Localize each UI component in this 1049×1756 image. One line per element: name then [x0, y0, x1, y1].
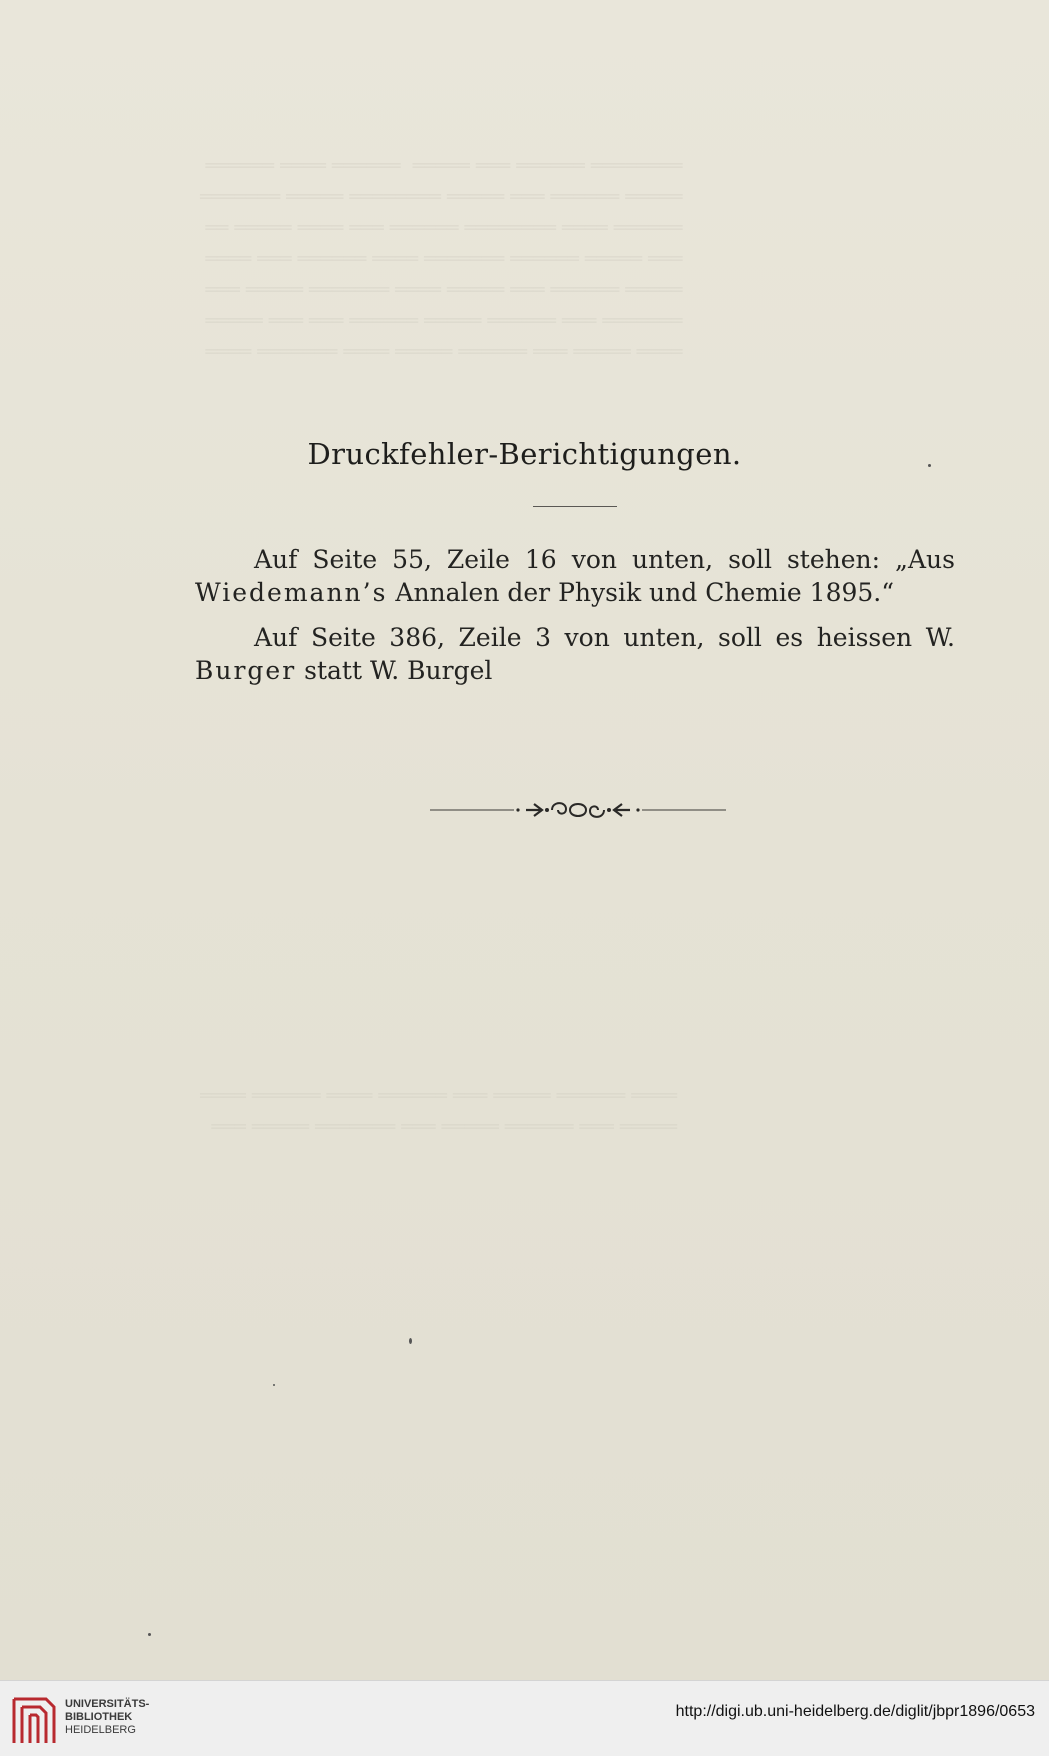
correction-paragraph-2 — [195, 621, 955, 687]
source-url-link[interactable]: http://digi.ub.uni-heidelberg.de/diglit/jbpr1896/0653 — [675, 1703, 1035, 1720]
title-divider — [533, 506, 617, 507]
paper-speck — [273, 1384, 275, 1386]
paragraph-text: Auf Seite 386, Zeile 3 von unten, soll es heissen W. — [254, 623, 955, 652]
paragraph-text-rest: statt W. Burgel — [296, 656, 493, 685]
library-footer — [0, 1680, 1049, 1756]
spaced-name: Burger — [195, 656, 297, 685]
logo-line-3: HEIDELBERG — [65, 1724, 136, 1736]
paper-speck — [148, 1633, 151, 1636]
logo-line-1: UNIVERSITÄTS- — [65, 1698, 150, 1710]
bleed-through-text-lower: ════ ══════ ═════ ═══ ══════ ════ ══════ ════ ═════ ═══ ══════ ═════ ═══ ═══════ ═════ ═══ — [200, 1085, 677, 1138]
bleed-through-text: ════════ ══════ ═══ ═════ ══════ ════ ══════ ═════ ══════ ═══ ═════ ════════ ═════ ═══════ ══════ ════ ════════ ══════ ═══ ════ ═════ ══ ═══ ═════ ══════ ═══════ ════ ══════ ═══ ════ ═════ ══════ ═══ ═════ ════ ═══════ ═════ ═══ ═══════ ═══ ══════ ═════ ══════ ═══ ═══ ═════ ════ ═════ ═══ ══════ ═════ ════ ═══════ ════ — [200, 155, 683, 363]
paragraph-text-rest: Annalen der Physik und Chemie 1895.“ — [387, 578, 895, 607]
library-logo-text — [65, 1698, 149, 1737]
logo-line-2: BIBLIOTHEK — [65, 1711, 133, 1723]
paper-speck — [928, 464, 931, 467]
correction-paragraph-1 — [195, 543, 955, 609]
paper-speck — [409, 1338, 412, 1344]
page-title: Druckfehler-Berichtigungen. — [307, 437, 742, 471]
spaced-name: Wiedemann’s — [195, 578, 388, 607]
ornament-divider-icon — [430, 797, 726, 823]
paragraph-text: Auf Seite 55, Zeile 16 von unten, soll stehen: „Aus — [254, 545, 955, 574]
library-logo-icon — [10, 1691, 58, 1747]
